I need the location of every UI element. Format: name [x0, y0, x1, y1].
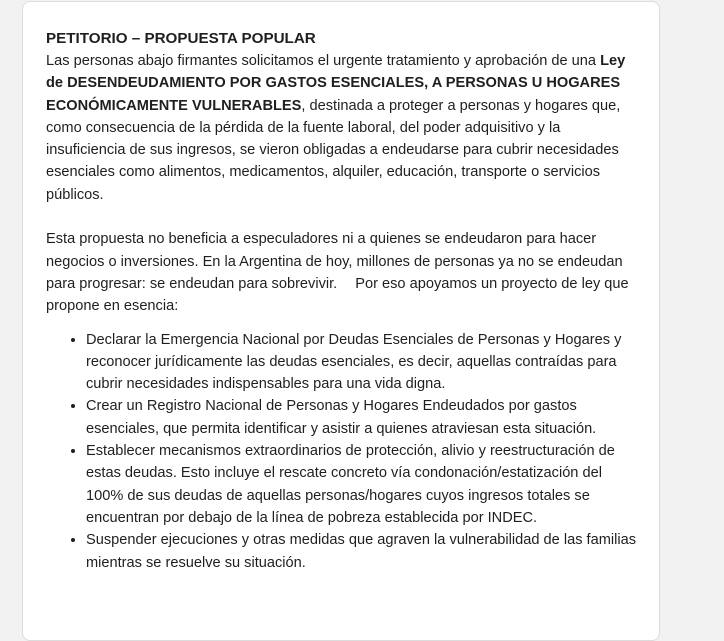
intro-text-before: Las personas abajo firmantes solicitamos el urgente tratamiento y aprobación de una — [46, 53, 601, 69]
petition-title: PETITORIO – PROPUESTA POPULAR — [46, 30, 316, 47]
petition-card — [22, 1, 660, 641]
purpose-paragraph — [46, 228, 641, 317]
petition-content — [46, 28, 641, 574]
law-name: Ley de DESENDEUDAMIENTO POR GASTOS ESENCIALES, A PERSONAS U HOGARES ECONÓMICAMENTE VULNERABLES — [46, 53, 626, 114]
proposal-list — [46, 329, 641, 574]
list-item: • Crear un Registro Nacional de Personas y Hogares Endeudados por gastos esenciales, que permita identificar y asistir a quienes atraviesan esta situación. — [86, 395, 641, 440]
list-item: • Declarar la Emergencia Nacional por Deudas Esenciales de Personas y Hogares y reconocer jurídicamente las deudas esenciales, es decir, aquellas contraídas para cubrir necesidades indispensables para una vida digna. — [86, 329, 641, 396]
proposal-lead-in: Por eso apoyamos un proyecto de ley que propone en esencia: — [46, 275, 629, 315]
purpose-text: Esta propuesta no beneficia a especuladores ni a quienes se endeudaron para hacer negocios o inversiones. En la Argentina de hoy, millones de personas ya no se endeudan para progresar: se endeudan para sobrevivir. — [46, 231, 623, 292]
intro-text-after: , destinada a proteger a personas y hogares que, como consecuencia de la pérdida de la fuente laboral, del poder adquisitivo y la insuficiencia de sus ingresos, se vieron obligadas a endeudarse para cubrir necesidades esenciales como alimentos, medicamentos, alquiler, educación, transporte o servicios públicos. — [46, 97, 621, 203]
paragraph-spacer — [46, 206, 641, 228]
intro-paragraph — [46, 50, 641, 206]
list-item: • Suspender ejecuciones y otras medidas que agraven la vulnerabilidad de las familias mientras se resuelve su situación. — [86, 529, 641, 574]
list-item: • Establecer mecanismos extraordinarios de protección, alivio y reestructuración de estas deudas. Esto incluye el rescate concreto vía condonación/estatización del 100% de sus deudas de aquellas personas/hogares cuyos ingresos totales se encuentran por debajo de la línea de pobreza establecida por INDEC. — [86, 440, 641, 529]
